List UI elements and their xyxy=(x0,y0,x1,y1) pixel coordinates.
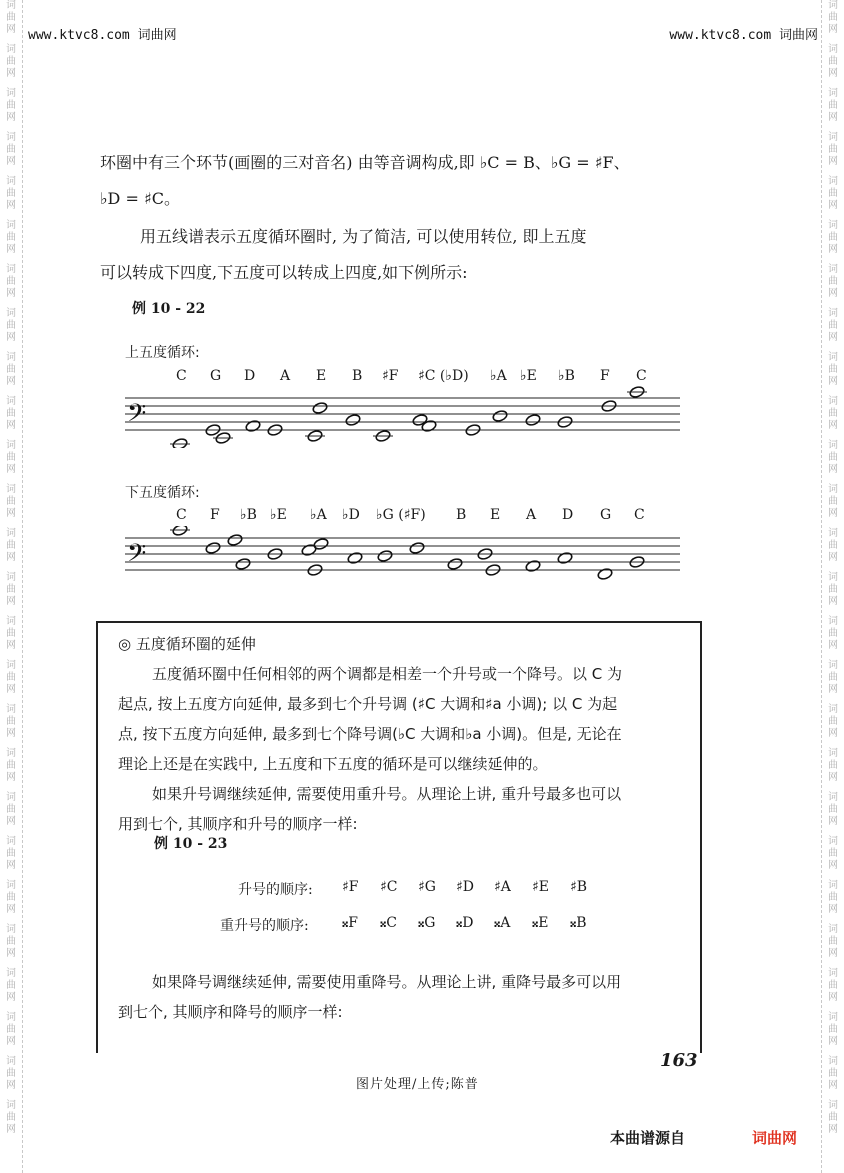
note-head xyxy=(205,541,221,554)
watermark-char: 网 xyxy=(828,1124,838,1135)
accidental-note: ♯F xyxy=(342,879,359,895)
note-head xyxy=(227,533,243,546)
watermark-char: 网 xyxy=(6,904,16,915)
watermark-char: 曲 xyxy=(6,188,16,199)
watermark-char: 曲 xyxy=(6,892,16,903)
watermark-char: 网 xyxy=(6,816,16,827)
note-name: ♭B xyxy=(240,507,257,523)
watermark-char: 曲 xyxy=(6,760,16,771)
watermark-char: 网 xyxy=(6,420,16,431)
watermark-char: 网 xyxy=(828,684,838,695)
note-head xyxy=(235,557,251,570)
note-name: ♯C (♭D) xyxy=(418,368,469,384)
note-name: E xyxy=(316,368,327,384)
watermark-char: 曲 xyxy=(6,936,16,947)
watermark-char: 词 xyxy=(6,704,16,715)
watermark-char: 曲 xyxy=(828,452,838,463)
watermark-char: 词 xyxy=(828,748,838,759)
watermark-char: 曲 xyxy=(6,100,16,111)
watermark-char: 网 xyxy=(6,552,16,563)
accidental-note: ♯G xyxy=(418,879,436,895)
note-head xyxy=(409,541,425,554)
watermark-char: 网 xyxy=(6,860,16,871)
watermark-char: 网 xyxy=(6,156,16,167)
watermark-char: 曲 xyxy=(828,12,838,23)
watermark-char: 曲 xyxy=(6,584,16,595)
note-head xyxy=(345,413,361,426)
note-name: A xyxy=(280,368,291,384)
watermark-char: 词 xyxy=(6,0,16,11)
watermark-char: 网 xyxy=(828,948,838,959)
example-label-1: 例 10 - 22 xyxy=(132,301,206,317)
accidental-note: 𝄪G xyxy=(418,915,436,931)
watermark-char: 词 xyxy=(828,1012,838,1023)
note-head xyxy=(525,413,541,426)
watermark-char: 曲 xyxy=(6,452,16,463)
watermark-char: 曲 xyxy=(828,628,838,639)
accidental-note: ♯C xyxy=(380,879,398,895)
watermark-char: 网 xyxy=(828,596,838,607)
watermark-char: 曲 xyxy=(828,892,838,903)
watermark-char: 曲 xyxy=(6,716,16,727)
watermark-char: 曲 xyxy=(6,276,16,287)
note-head xyxy=(447,557,463,570)
watermark-char: 网 xyxy=(6,684,16,695)
watermark-char: 网 xyxy=(6,508,16,519)
watermark-char: 词 xyxy=(6,968,16,979)
accidental-note: 𝄪E xyxy=(532,915,549,931)
accidental-note: 𝄪B xyxy=(570,915,587,931)
upper-cycle-staff xyxy=(125,386,685,448)
watermark-char: 词 xyxy=(6,352,16,363)
watermark-char: 词 xyxy=(6,176,16,187)
watermark-char: 曲 xyxy=(828,144,838,155)
watermark-char: 词 xyxy=(828,0,838,11)
note-name: G xyxy=(600,507,612,523)
footer-logo[interactable]: 词曲网 xyxy=(752,1129,798,1147)
accidental-note: ♯B xyxy=(570,879,588,895)
note-name: C xyxy=(176,368,187,384)
watermark-char: 词 xyxy=(6,308,16,319)
watermark-char: 曲 xyxy=(828,188,838,199)
upload-credit: 图片处理/上传;陈普 xyxy=(356,1077,479,1092)
box-line-5: 如果升号调继续延伸, 需要使用重升号。从理论上讲, 重升号最多也可以 xyxy=(152,785,622,803)
watermark-char: 词 xyxy=(6,220,16,231)
note-name: ♯F xyxy=(382,368,399,384)
note-name: ♭E xyxy=(520,368,537,384)
note-name: E xyxy=(490,507,501,523)
upper-cycle-caption: 上五度循环: xyxy=(125,345,200,361)
note-head xyxy=(172,526,188,537)
box-title: ◎ 五度循环圈的延伸 xyxy=(118,635,256,653)
note-name: ♭G (♯F) xyxy=(376,507,426,523)
watermark-char: 词 xyxy=(6,660,16,671)
watermark-char: 网 xyxy=(828,420,838,431)
note-head xyxy=(412,413,428,426)
accidental-note: ♯D xyxy=(456,879,474,895)
watermark-char: 网 xyxy=(828,992,838,1003)
box-line-8: 到七个, 其顺序和降号的顺序一样: xyxy=(118,1003,343,1021)
accidental-note: 𝄪F xyxy=(342,915,359,931)
watermark-char: 曲 xyxy=(828,1112,838,1123)
accidental-note: ♯E xyxy=(532,879,549,895)
watermark-char: 词 xyxy=(6,792,16,803)
watermark-char: 词 xyxy=(828,352,838,363)
watermark-char: 词 xyxy=(828,484,838,495)
watermark-char: 曲 xyxy=(6,496,16,507)
watermark-char: 曲 xyxy=(6,364,16,375)
watermark-char: 词 xyxy=(828,660,838,671)
watermark-char: 网 xyxy=(828,332,838,343)
note-name: ♭A xyxy=(490,368,507,384)
watermark-char: 网 xyxy=(828,200,838,211)
watermark-char: 网 xyxy=(6,24,16,35)
bass-clef-icon: 𝄢 xyxy=(127,539,147,574)
watermark-char: 曲 xyxy=(6,804,16,815)
note-name: C xyxy=(634,507,645,523)
watermark-char: 词 xyxy=(828,1100,838,1111)
watermark-char: 词 xyxy=(828,704,838,715)
note-name: F xyxy=(210,507,220,523)
watermark-char: 词 xyxy=(828,220,838,231)
note-name: ♭E xyxy=(270,507,287,523)
note-name: ♭D xyxy=(342,507,360,523)
watermark-char: 曲 xyxy=(6,12,16,23)
watermark-char: 网 xyxy=(828,640,838,651)
watermark-char: 曲 xyxy=(828,364,838,375)
box-line-6: 用到七个, 其顺序和升号的顺序一样: xyxy=(118,815,358,833)
watermark-char: 网 xyxy=(828,1036,838,1047)
watermark-char: 曲 xyxy=(828,56,838,67)
watermark-char: 词 xyxy=(6,1100,16,1111)
watermark-char: 网 xyxy=(6,1124,16,1135)
watermark-char: 曲 xyxy=(6,1112,16,1123)
note-head xyxy=(525,559,541,572)
note-name: ♭A xyxy=(310,507,327,523)
watermark-char: 曲 xyxy=(828,716,838,727)
watermark-char: 词 xyxy=(828,880,838,891)
watermark-char: 网 xyxy=(828,772,838,783)
watermark-char: 网 xyxy=(828,288,838,299)
watermark-char: 曲 xyxy=(828,232,838,243)
watermark-char: 网 xyxy=(6,772,16,783)
watermark-char: 词 xyxy=(828,836,838,847)
watermark-char: 网 xyxy=(6,1080,16,1091)
watermark-char: 曲 xyxy=(828,496,838,507)
note-name: D xyxy=(244,368,256,384)
watermark-char: 网 xyxy=(6,332,16,343)
watermark-char: 词 xyxy=(828,308,838,319)
watermark-char: 词 xyxy=(6,1056,16,1067)
watermark-char: 词 xyxy=(6,880,16,891)
accidental-note: 𝄪D xyxy=(456,915,474,931)
watermark-char: 网 xyxy=(6,1036,16,1047)
note-name: A xyxy=(526,507,537,523)
watermark-char: 曲 xyxy=(828,320,838,331)
watermark-char: 曲 xyxy=(828,980,838,991)
watermark-char: 网 xyxy=(6,728,16,739)
box-line-3: 点, 按下五度方向延伸, 最多到七个降号调(♭C 大调和♭a 小调)。但是, 无论在 xyxy=(118,725,622,743)
watermark-char: 曲 xyxy=(828,1068,838,1079)
watermark-char: 网 xyxy=(6,464,16,475)
watermark-char: 曲 xyxy=(6,144,16,155)
para2-line2: 可以转成下四度,下五度可以转成上四度,如下例所示: xyxy=(100,263,468,282)
watermark-char: 词 xyxy=(828,528,838,539)
watermark-char: 网 xyxy=(6,640,16,651)
note-name: B xyxy=(352,368,363,384)
watermark-char: 词 xyxy=(6,88,16,99)
watermark-char: 网 xyxy=(6,376,16,387)
note-name: F xyxy=(600,368,610,384)
watermark-char: 词 xyxy=(828,968,838,979)
watermark-char: 词 xyxy=(6,748,16,759)
watermark-char: 词 xyxy=(6,1012,16,1023)
watermark-char: 词 xyxy=(6,616,16,627)
watermark-char: 词 xyxy=(6,572,16,583)
watermark-char: 网 xyxy=(828,68,838,79)
watermark-char: 曲 xyxy=(828,100,838,111)
note-name: C xyxy=(636,368,647,384)
note-head xyxy=(172,437,188,448)
watermark-char: 曲 xyxy=(828,540,838,551)
watermark-char: 网 xyxy=(828,552,838,563)
watermark-strip-right xyxy=(821,0,844,1173)
watermark-char: 词 xyxy=(828,440,838,451)
watermark-char: 曲 xyxy=(6,1068,16,1079)
watermark-char: 网 xyxy=(6,68,16,79)
watermark-char: 词 xyxy=(6,264,16,275)
note-head xyxy=(557,551,573,564)
watermark-char: 曲 xyxy=(828,1024,838,1035)
bass-clef-icon: 𝄢 xyxy=(127,399,147,434)
watermark-char: 曲 xyxy=(828,760,838,771)
watermark-char: 网 xyxy=(6,112,16,123)
watermark-char: 网 xyxy=(828,728,838,739)
watermark-char: 词 xyxy=(6,836,16,847)
accidental-note: 𝄪C xyxy=(380,915,398,931)
accidental-note: 𝄪A xyxy=(494,915,511,931)
note-head xyxy=(347,551,363,564)
watermark-char: 网 xyxy=(828,508,838,519)
box-line-7: 如果降号调继续延伸, 需要使用重降号。从理论上讲, 重降号最多可以用 xyxy=(152,973,622,991)
watermark-char: 曲 xyxy=(828,672,838,683)
watermark-char: 曲 xyxy=(828,936,838,947)
watermark-char: 词 xyxy=(6,440,16,451)
watermark-char: 曲 xyxy=(6,848,16,859)
note-head xyxy=(377,549,393,562)
watermark-char: 曲 xyxy=(828,276,838,287)
note-head xyxy=(313,537,329,550)
watermark-char: 曲 xyxy=(6,980,16,991)
note-head xyxy=(312,401,328,414)
box-line-1: 五度循环圈中任何相邻的两个调都是相差一个升号或一个降号。以 C 为 xyxy=(152,665,623,683)
box-line-2: 起点, 按上五度方向延伸, 最多到七个升号调 (♯C 大调和♯a 小调); 以 C 为起 xyxy=(118,695,618,713)
header-right[interactable]: www.ktvc8.com 词曲网 xyxy=(669,28,818,43)
watermark-char: 曲 xyxy=(828,804,838,815)
watermark-char: 网 xyxy=(6,992,16,1003)
watermark-char: 词 xyxy=(828,132,838,143)
note-head xyxy=(245,419,261,432)
watermark-char: 网 xyxy=(6,948,16,959)
watermark-char: 网 xyxy=(828,376,838,387)
note-name: G xyxy=(210,368,222,384)
watermark-char: 词 xyxy=(6,396,16,407)
watermark-char: 网 xyxy=(828,244,838,255)
watermark-char: 词 xyxy=(828,572,838,583)
note-name: B xyxy=(456,507,467,523)
watermark-char: 网 xyxy=(828,112,838,123)
footer-source-label: 本曲谱源自 xyxy=(610,1129,686,1147)
watermark-char: 曲 xyxy=(6,320,16,331)
watermark-char: 网 xyxy=(828,816,838,827)
example-label-2: 例 10 - 23 xyxy=(154,836,228,852)
watermark-char: 网 xyxy=(6,244,16,255)
watermark-char: 网 xyxy=(828,860,838,871)
watermark-char: 曲 xyxy=(828,848,838,859)
watermark-char: 曲 xyxy=(6,56,16,67)
watermark-char: 曲 xyxy=(6,672,16,683)
watermark-char: 词 xyxy=(6,132,16,143)
header-left[interactable]: www.ktvc8.com 词曲网 xyxy=(28,28,177,43)
watermark-char: 网 xyxy=(828,24,838,35)
watermark-char: 曲 xyxy=(6,1024,16,1035)
lower-cycle-staff xyxy=(125,526,685,588)
note-name: ♭B xyxy=(558,368,575,384)
watermark-char: 网 xyxy=(6,288,16,299)
watermark-char: 曲 xyxy=(6,540,16,551)
watermark-char: 曲 xyxy=(6,232,16,243)
extension-box xyxy=(96,621,702,1053)
watermark-char: 词 xyxy=(6,44,16,55)
box-line-4: 理论上还是在实践中, 上五度和下五度的循环是可以继续延伸的。 xyxy=(118,755,548,773)
watermark-char: 词 xyxy=(828,792,838,803)
lower-cycle-caption: 下五度循环: xyxy=(125,485,200,501)
para1-line1: 环圈中有三个环节(画圈的三对音名) 由等音调构成,即 ♭C = B、♭G = ♯F、 xyxy=(100,153,630,172)
double-sharp-order-label: 重升号的顺序: xyxy=(220,918,309,934)
note-name: D xyxy=(562,507,574,523)
watermark-char: 曲 xyxy=(828,408,838,419)
watermark-char: 词 xyxy=(828,264,838,275)
note-head xyxy=(421,419,437,432)
page-number: 163 xyxy=(660,1050,698,1071)
watermark-char: 网 xyxy=(828,904,838,915)
watermark-char: 网 xyxy=(6,200,16,211)
watermark-char: 词 xyxy=(828,924,838,935)
note-name: C xyxy=(176,507,187,523)
watermark-char: 词 xyxy=(828,88,838,99)
watermark-char: 词 xyxy=(828,176,838,187)
watermark-char: 词 xyxy=(828,44,838,55)
watermark-char: 曲 xyxy=(6,408,16,419)
note-head xyxy=(492,409,508,422)
accidental-note: ♯A xyxy=(494,879,511,895)
watermark-char: 网 xyxy=(6,596,16,607)
watermark-char: 曲 xyxy=(6,628,16,639)
watermark-char: 词 xyxy=(828,1056,838,1067)
watermark-char: 词 xyxy=(6,528,16,539)
watermark-char: 词 xyxy=(828,396,838,407)
para1-line2: ♭D = ♯C。 xyxy=(100,189,180,208)
watermark-char: 词 xyxy=(6,924,16,935)
watermark-char: 词 xyxy=(6,484,16,495)
watermark-char: 词 xyxy=(828,616,838,627)
note-head xyxy=(597,567,613,580)
watermark-char: 曲 xyxy=(828,584,838,595)
sharp-order-label: 升号的顺序: xyxy=(238,882,313,898)
watermark-strip-left xyxy=(0,0,23,1173)
watermark-char: 网 xyxy=(828,156,838,167)
watermark-char: 网 xyxy=(828,464,838,475)
para2-line1: 用五线谱表示五度循环圈时, 为了简洁, 可以使用转位, 即上五度 xyxy=(140,227,587,246)
watermark-char: 网 xyxy=(828,1080,838,1091)
